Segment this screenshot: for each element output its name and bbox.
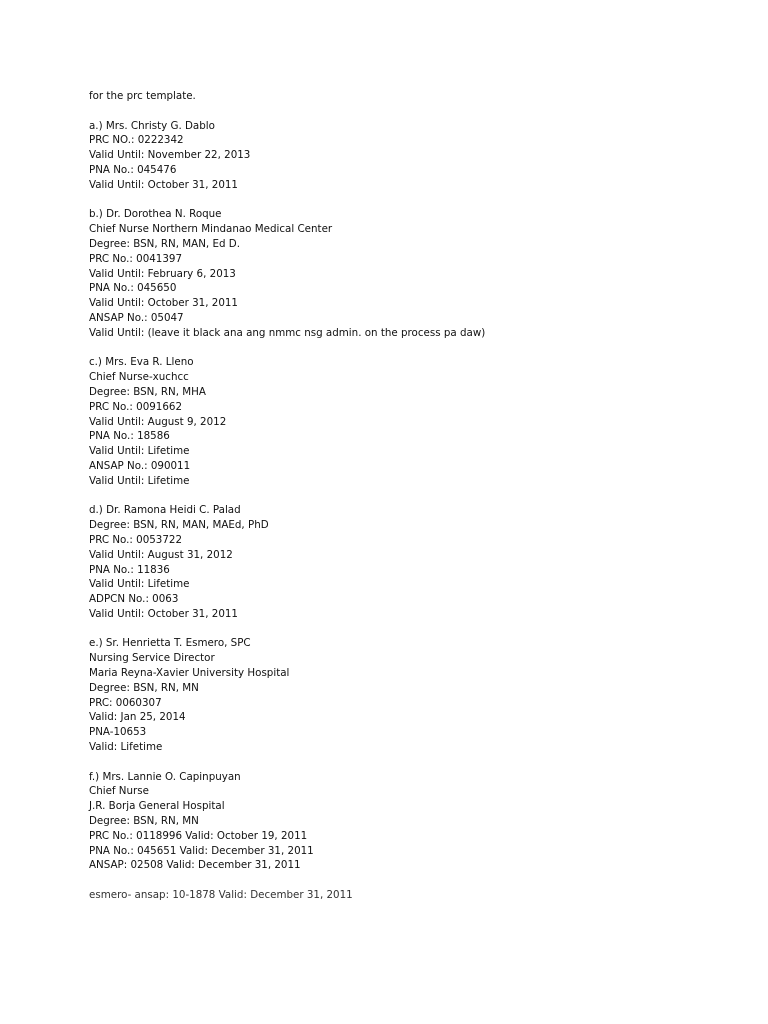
entry-line: PNA No.: 045651 Valid: December 31, 2011	[89, 844, 314, 857]
entry-line: Degree: BSN, RN, MHA	[89, 385, 206, 398]
entry-line: PRC NO.: 0222342	[89, 134, 184, 147]
entry-line: Valid: Jan 25, 2014	[89, 711, 186, 724]
entry-line: Degree: BSN, RN, MAN, MAEd, PhD	[89, 519, 269, 532]
entry-block	[89, 119, 729, 193]
entry-heading: a.) Mrs. Christy G. Dablo	[89, 119, 215, 132]
entry-heading: e.) Sr. Henrietta T. Esmero, SPC	[89, 637, 251, 650]
entries-list	[89, 119, 729, 874]
entry-line: PRC No.: 0118996 Valid: October 19, 2011	[89, 829, 308, 842]
entry-line: PRC No.: 0053722	[89, 533, 183, 546]
entry-block	[89, 770, 729, 874]
entry-line: Maria Reyna-Xavier University Hospital	[89, 667, 290, 680]
entry-block	[89, 207, 729, 340]
entry-block	[89, 503, 729, 621]
entry-line: Chief Nurse	[89, 785, 149, 798]
entry-line: Valid Until: (leave it black ana ang nmmc nsg admin. on the process pa daw)	[89, 326, 486, 339]
entry-line: Valid: Lifetime	[89, 741, 163, 754]
entry-line: Valid Until: August 31, 2012	[89, 548, 233, 561]
entry-line: Chief Nurse Northern Mindanao Medical Center	[89, 223, 333, 236]
entry-line: PRC No.: 0091662	[89, 400, 183, 413]
entry-line: Degree: BSN, RN, MN	[89, 681, 199, 694]
entry-line: PNA No.: 11836	[89, 563, 170, 576]
entry-line: Degree: BSN, RN, MAN, Ed D.	[89, 237, 240, 250]
entry-line: Valid Until: October 31, 2011	[89, 607, 238, 620]
entry-line: PNA No.: 045476	[89, 163, 177, 176]
entry-line: ANSAP: 02508 Valid: December 31, 2011	[89, 859, 301, 872]
entry-line: Nursing Service Director	[89, 652, 215, 665]
entry-line: Valid Until: November 22, 2013	[89, 149, 251, 162]
entry-line: Valid Until: Lifetime	[89, 474, 190, 487]
entry-line: Valid Until: Lifetime	[89, 445, 190, 458]
entry-line: Valid Until: October 31, 2011	[89, 297, 238, 310]
entry-heading: f.) Mrs. Lannie O. Capinpuyan	[89, 770, 241, 783]
entry-line: PNA No.: 18586	[89, 430, 170, 443]
entry-heading: b.) Dr. Dorothea N. Roque	[89, 208, 222, 221]
entry-line: PNA-10653	[89, 726, 147, 739]
entry-line: PNA No.: 045650	[89, 282, 177, 295]
entry-line: PRC: 0060307	[89, 696, 162, 709]
document-page	[89, 89, 729, 903]
entry-line: Valid Until: October 31, 2011	[89, 178, 238, 191]
entry-heading: d.) Dr. Ramona Heidi C. Palad	[89, 504, 241, 517]
entry-line: Valid Until: Lifetime	[89, 578, 190, 591]
entry-line: Chief Nurse-xuchcc	[89, 371, 189, 384]
intro-text: for the prc template.	[89, 90, 196, 102]
entry-block	[89, 636, 729, 754]
entry-line: ADPCN No.: 0063	[89, 593, 179, 606]
entry-line: ANSAP No.: 090011	[89, 459, 191, 472]
entry-line: ANSAP No.: 05047	[89, 311, 184, 324]
entry-line: J.R. Borja General Hospital	[89, 800, 225, 813]
entry-line: Valid Until: August 9, 2012	[89, 415, 227, 428]
entry-line: PRC No.: 0041397	[89, 252, 183, 265]
footer-note: esmero- ansap: 10-1878 Valid: December 31, 2011	[89, 889, 353, 902]
entry-line: Valid Until: February 6, 2013	[89, 267, 236, 280]
entry-heading: c.) Mrs. Eva R. Lleno	[89, 356, 194, 369]
entry-block	[89, 355, 729, 488]
entry-line: Degree: BSN, RN, MN	[89, 815, 199, 828]
